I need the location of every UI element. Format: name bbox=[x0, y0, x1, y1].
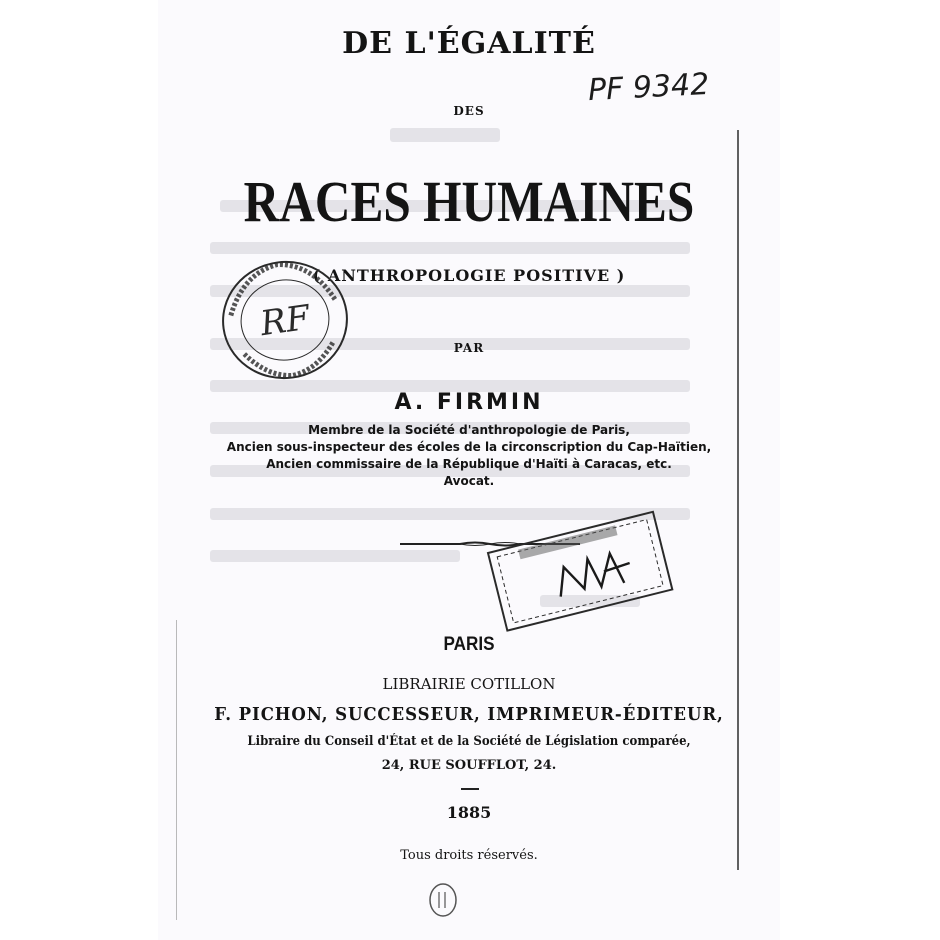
imprint-city: PARIS bbox=[443, 634, 495, 655]
imprint-address: 24, RUE SOUFFLOT, 24. bbox=[381, 758, 557, 773]
handwritten-catalog-number: PF 9342 bbox=[587, 66, 711, 109]
imprint-publisher: F. PICHON, SUCCESSEUR, IMPRIMEUR-ÉDITEUR, bbox=[214, 704, 724, 725]
author-credential: Membre de la Société d'anthropologie de Paris, bbox=[308, 423, 630, 437]
rights-notice: Tous droits réservés. bbox=[400, 848, 538, 863]
rule-divider bbox=[461, 788, 479, 790]
library-round-stamp bbox=[210, 250, 360, 390]
by-label: PAR bbox=[453, 341, 485, 355]
subtitle: ( ANTHROPOLOGIE POSITIVE ) bbox=[312, 266, 626, 285]
page-mark-symbol bbox=[426, 880, 460, 920]
imprint-bookshop-detail: Libraire du Conseil d'État et de la Société de Législation comparée, bbox=[247, 734, 691, 749]
title-line-1: DE L'ÉGALITÉ bbox=[342, 26, 596, 61]
author-name: A. FIRMIN bbox=[394, 390, 544, 415]
author-credential: Ancien commissaire de la République d'Haïti à Caracas, etc. bbox=[266, 457, 672, 471]
author-credential: Ancien sous-inspecteur des écoles de la circonscription du Cap-Haïtien, bbox=[226, 440, 712, 454]
acquisition-stamp bbox=[485, 500, 685, 640]
svg-text:RF: RF bbox=[257, 297, 313, 345]
author-credential: Avocat. bbox=[443, 474, 495, 488]
title-line-2: RACES HUMAINES bbox=[243, 169, 695, 234]
publication-year: 1885 bbox=[446, 803, 492, 822]
title-connector: DES bbox=[453, 104, 485, 118]
imprint-bookshop: LIBRAIRIE COTILLON bbox=[382, 675, 556, 693]
